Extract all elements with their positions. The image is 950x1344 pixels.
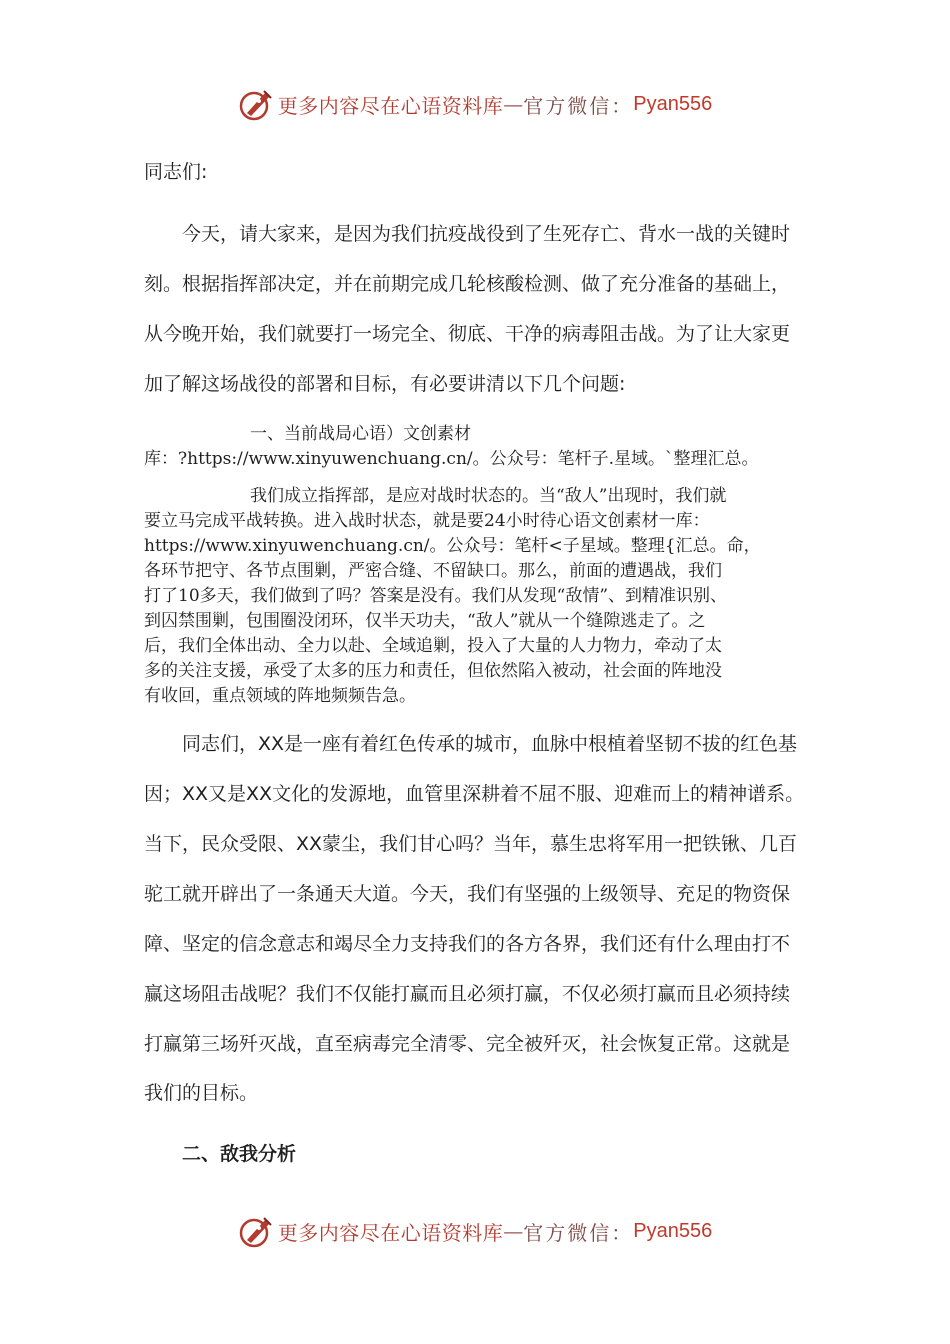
salutation: 同志们: — [144, 161, 208, 183]
intro-line-3: 从今晚开始，我们就要打一场完全、彻底、干净的病毒阻击战。为了让大家更 — [144, 323, 791, 345]
section-one-line-3: https://www.xinyuwenchuang.cn/。公众号：笔杆<子星域。整理{汇总。命， — [144, 536, 761, 556]
rally-line-1: 同志们，XX是一座有着红色传承的城市，血脉中根植着坚韧不拔的红色基 — [182, 733, 798, 755]
section-one-line-8: 多的关注支援，承受了太多的压力和责任，但依然陷入被动，社会面的阵地没 — [144, 661, 722, 681]
rally-line-7: 打赢第三场歼灭战，直至病毒完全清零、完全被歼灭，社会恢复正常。这就是 — [144, 1033, 791, 1055]
banner-wechat-label: 官方微信： — [523, 93, 634, 118]
section-one-line-4: 各环节把守、各节点围剿，严密合缝、不留缺口。那么，前面的遭遇战，我们 — [144, 561, 722, 581]
header-banner — [0, 84, 950, 124]
section-one-line-5: 打了10多天，我们做到了吗？答案是没有。我们从发现“敌情”、到精准识别、 — [144, 586, 728, 606]
pen-nib-logo-icon — [238, 1213, 274, 1249]
intro-line-4: 加了解这场战役的部署和目标，有必要讲清以下几个问题: — [144, 373, 626, 395]
section-one-line-9: 有收回，重点领域的阵地频频告急。 — [144, 686, 416, 706]
intro-line-1: 今天，请大家来，是因为我们抗疫战役到了生死存亡、背水一战的关键时 — [182, 223, 791, 245]
section-one-heading: 一、当前战局心语）文创素材 — [250, 424, 471, 444]
rally-line-5: 障、坚定的信念意志和竭尽全力支持我们的各方各界，我们还有什么理由打不 — [144, 933, 791, 955]
banner-wechat-id: Pyan556 — [633, 92, 713, 115]
banner-wechat-id: Pyan556 — [633, 1219, 713, 1242]
section-two-heading: 二、敌我分析 — [182, 1143, 297, 1165]
pen-nib-logo-icon — [238, 86, 274, 122]
rally-line-6: 赢这场阻击战呢？我们不仅能打赢而且必须打赢，不仅必须打赢而且必须持续 — [144, 983, 791, 1005]
section-one-line-1: 我们成立指挥部，是应对战时状态的。当“敌人”出现时，我们就 — [250, 486, 727, 506]
footer-banner — [0, 1211, 950, 1251]
rally-line-2: 因；XX又是XX文化的发源地，血管里深耕着不屈不服、迎难而上的精神谱系。 — [144, 783, 805, 805]
banner-wechat-label: 官方微信： — [523, 1220, 634, 1245]
section-one-line-7: 后，我们全体出动、全力以赴、全域追剿，投入了大量的人力物力，牵动了太 — [144, 636, 722, 656]
banner-dash: — — [503, 92, 524, 116]
banner-lead-text: 更多内容尽在心语资料库 — [277, 93, 504, 118]
intro-line-2: 刻。根据指挥部决定，并在前期完成几轮核酸检测、做了充分准备的基础上， — [144, 273, 791, 295]
section-one-heading-cont: 库：?https://www.xinyuwenchuang.cn/。公众号：笔杆子.星域。`整理汇总。 — [144, 449, 759, 469]
banner-lead-text: 更多内容尽在心语资料库 — [277, 1220, 504, 1245]
section-one-line-6: 到囚禁围剿，包围圈没闭环，仅半天功夫，“敌人”就从一个缝隙逃走了。之 — [144, 611, 706, 631]
section-one-line-2: 要立马完成平战转换。进入战时状态，就是要24小时待心语文创素材一库： — [144, 511, 710, 531]
banner-dash: — — [503, 1219, 524, 1243]
rally-line-4: 驼工就开辟出了一条通天大道。今天，我们有坚强的上级领导、充足的物资保 — [144, 883, 791, 905]
rally-line-3: 当下，民众受限、XX蒙尘，我们甘心吗？当年，慕生忠将军用一把铁锹、几百 — [144, 833, 798, 855]
rally-line-8: 我们的目标。 — [144, 1082, 259, 1104]
